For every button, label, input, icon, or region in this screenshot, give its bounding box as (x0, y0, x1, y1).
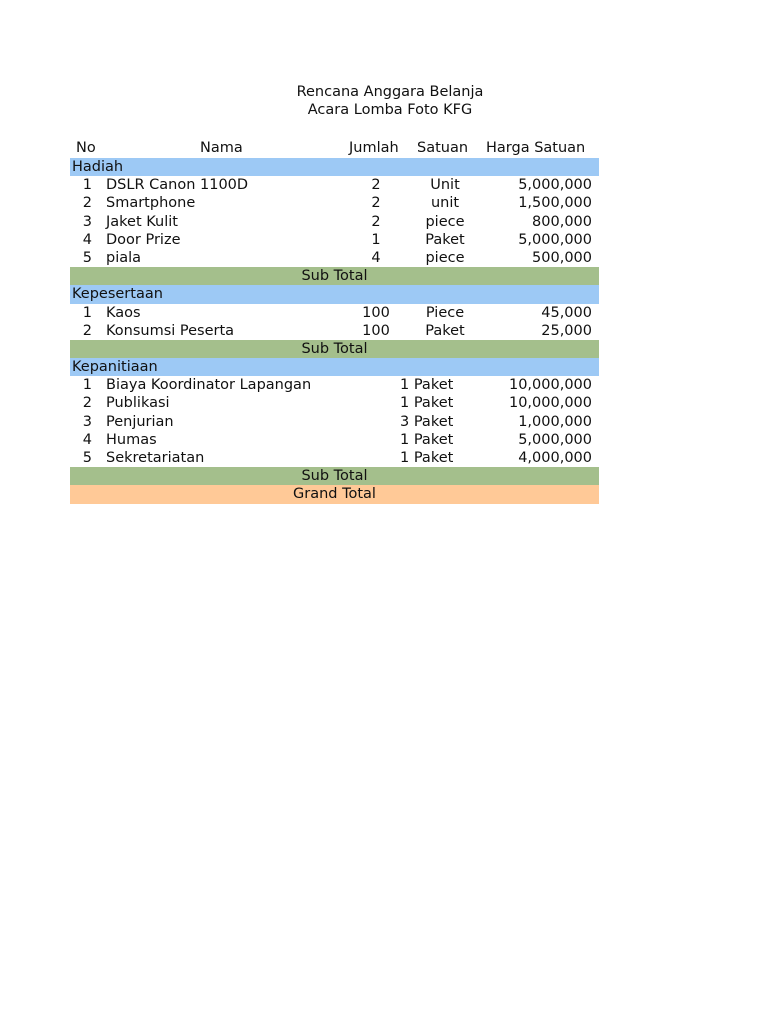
item-jumlah: 2 (371, 177, 381, 194)
subtotal-label: Sub Total (301, 468, 368, 485)
table-row (70, 376, 599, 394)
item-jumlah-satuan: 1 Paket (400, 450, 454, 466)
item-nama: piala (106, 249, 142, 266)
item-jumlah: 4 (371, 249, 381, 266)
subtotal-label: Sub Total (301, 268, 368, 285)
item-no: 1 (82, 304, 92, 321)
grand-total-row (70, 485, 599, 503)
header-satuan: Satuan (417, 140, 469, 156)
section-row-kepanitiaan (70, 358, 599, 376)
item-harga: 1,500,000 (518, 195, 592, 212)
item-harga: 500,000 (532, 249, 592, 266)
item-satuan: piece (425, 213, 465, 230)
header-jumlah: Jumlah (349, 140, 399, 156)
item-nama: Biaya Koordinator Lapangan (106, 377, 312, 394)
section-label: Kepesertaan (72, 286, 163, 303)
item-jumlah-satuan: 1 Paket (400, 395, 454, 412)
item-harga: 5,000,000 (518, 431, 592, 448)
sheet-subtitle: Acara Lomba Foto KFG (307, 102, 473, 118)
item-no: 2 (82, 322, 92, 339)
item-harga: 4,000,000 (518, 450, 592, 466)
item-no: 1 (82, 177, 92, 194)
item-harga: 800,000 (532, 213, 592, 230)
item-harga: 10,000,000 (508, 377, 592, 394)
header-row (70, 138, 599, 158)
table-row (70, 449, 599, 467)
item-no: 1 (82, 377, 92, 394)
item-nama: DSLR Canon 1100D (106, 177, 249, 194)
item-jumlah: 100 (362, 322, 390, 339)
subtotal-row (70, 340, 599, 358)
subtotal-row (70, 467, 599, 485)
section-label: Kepanitiaan (72, 359, 158, 376)
item-harga: 10,000,000 (508, 395, 592, 412)
item-nama: Smartphone (106, 195, 196, 212)
item-harga: 5,000,000 (518, 231, 592, 248)
item-harga: 25,000 (541, 322, 592, 339)
grand-total-label: Grand Total (293, 486, 376, 503)
table-row (70, 176, 599, 194)
table-row (70, 413, 599, 431)
table-row (70, 249, 599, 267)
item-harga: 45,000 (541, 304, 592, 321)
subtotal-row (70, 267, 599, 285)
item-jumlah-satuan: 1 Paket (400, 431, 454, 448)
item-harga: 5,000,000 (518, 177, 592, 194)
table-row (70, 194, 599, 212)
header-no: No (76, 140, 96, 156)
item-nama: Sekretariatan (106, 450, 205, 466)
item-jumlah: 100 (362, 304, 390, 321)
table-row (70, 213, 599, 231)
section-label: Hadiah (72, 159, 124, 175)
section-row-kepesertaan (70, 285, 599, 303)
table-row (70, 304, 599, 322)
item-no: 4 (82, 431, 92, 448)
item-harga: 1,000,000 (518, 413, 592, 430)
item-nama: Jaket Kulit (106, 213, 178, 230)
item-satuan: unit (430, 195, 460, 212)
item-no: 4 (82, 231, 92, 248)
item-no: 5 (82, 249, 92, 266)
item-no: 5 (82, 450, 92, 466)
item-nama: Publikasi (106, 395, 170, 412)
item-satuan: Unit (430, 177, 460, 194)
header-harga-satuan: Harga Satuan (486, 140, 586, 156)
item-jumlah-satuan: 1 Paket (400, 377, 454, 394)
item-satuan: Paket (425, 322, 465, 339)
item-no: 3 (82, 413, 92, 430)
header-nama: Nama (200, 140, 243, 156)
item-no: 3 (82, 213, 92, 230)
sheet-title: Rencana Anggara Belanja (296, 84, 484, 100)
table-row (70, 231, 599, 249)
budget-table (70, 138, 599, 504)
item-no: 2 (82, 395, 92, 412)
item-nama: Humas (106, 431, 157, 448)
item-jumlah: 2 (371, 213, 381, 230)
item-nama: Kaos (106, 304, 141, 321)
item-satuan: Paket (425, 231, 465, 248)
item-nama: Penjurian (106, 413, 174, 430)
table-row (70, 394, 599, 412)
item-jumlah-satuan: 3 Paket (400, 413, 454, 430)
item-nama: Door Prize (106, 231, 181, 248)
item-jumlah: 2 (371, 195, 381, 212)
item-no: 2 (82, 195, 92, 212)
item-satuan: Piece (425, 304, 465, 321)
subtotal-label: Sub Total (301, 340, 368, 357)
item-jumlah: 1 (371, 231, 381, 248)
table-row (70, 431, 599, 449)
table-row (70, 322, 599, 340)
section-row-hadiah (70, 158, 599, 176)
item-satuan: piece (425, 249, 465, 266)
item-nama: Konsumsi Peserta (106, 322, 235, 339)
